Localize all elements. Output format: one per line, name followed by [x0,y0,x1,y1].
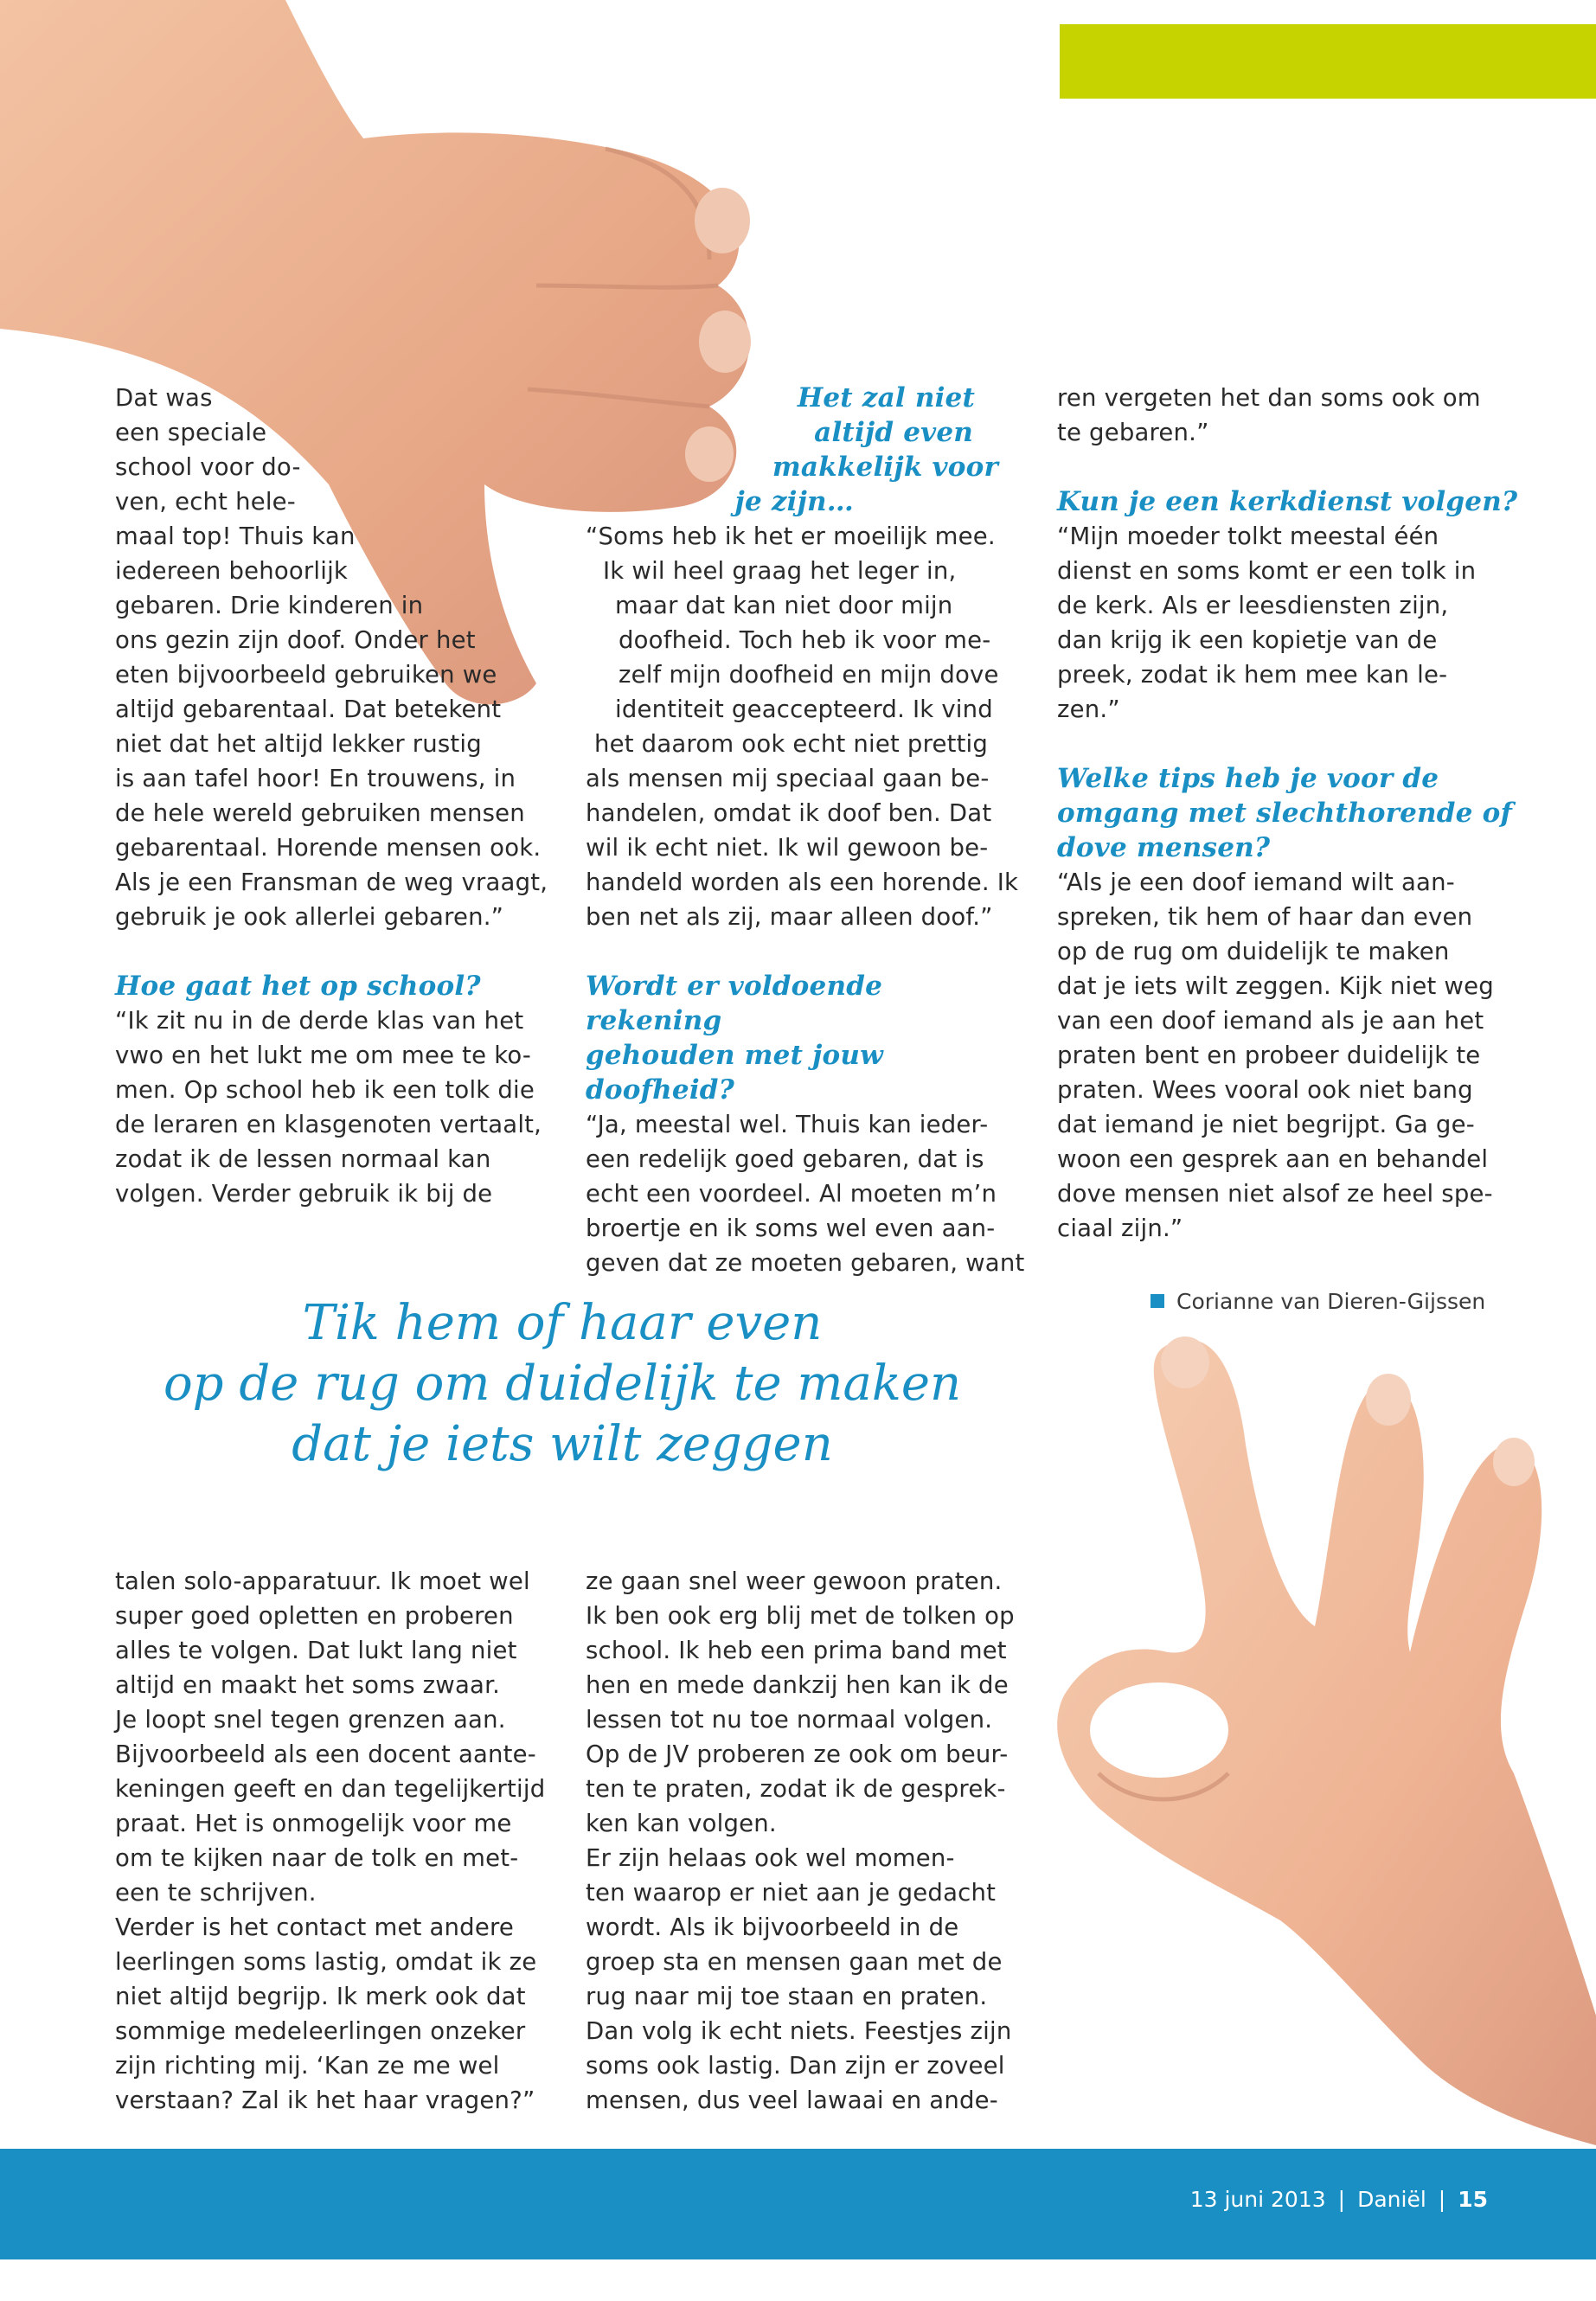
body-line: ze gaan snel weer gewoon praten. [586,1567,1003,1595]
body-line: ten te praten, zodat ik de gesprek- [586,1775,1006,1803]
author-credit [1151,1289,1485,1314]
body-line: lessen tot nu toe normaal volgen. [586,1706,993,1734]
body-line: Dan volg ik echt niets. Feestjes zijn [586,2017,1012,2045]
body-line: broertje en ik soms wel even aan- [586,1215,996,1242]
body-line: identiteit geaccepteerd. Ik vind [615,695,993,723]
body-line: ren vergeten het dan soms ook om [1057,384,1481,412]
body-line: zelf mijn doofheid en mijn dove [619,661,999,689]
body-line: verstaan? Zal ik het haar vragen?” [115,2086,535,2114]
body-line: school. Ik heb een prima band met [586,1637,1007,1664]
footer-info [1190,2187,1488,2212]
body-line: Verder is het contact met andere [115,1913,514,1941]
body-line: dove mensen niet alsof ze heel spe- [1057,1180,1493,1208]
column-2-bottom [586,1564,1015,2118]
body-line: super goed opletten en proberen [115,1602,514,1630]
body-line: doofheid. Toch heb ik voor me- [619,626,991,654]
body-line: eten bijvoorbeeld gebruiken we [115,661,497,689]
body-line: Bijvoorbeeld als een docent aante- [115,1740,536,1768]
pull-quote [130,1293,995,1475]
body-line: is aan tafel hoor! En trouwens, in [115,765,516,792]
body-line: Je loopt snel tegen grenzen aan. [115,1706,506,1734]
question-heading: altijd even [814,417,973,448]
body-line: de leraren en klasgenoten vertaalt, [115,1111,542,1138]
body-line: altijd en maakt het soms zwaar. [115,1671,501,1699]
body-line: ven, echt hele- [115,488,296,516]
accent-bar [1060,24,1596,99]
body-line: soms ook lastig. Dan zijn er zoveel [586,2052,1005,2080]
body-line: spreken, tik hem of haar dan even [1057,903,1473,931]
body-line: te gebaren.” [1057,419,1209,446]
body-line: niet altijd begrijp. Ik merk ook dat [115,1983,526,2010]
page-number: 15 [1458,2187,1488,2212]
body-line: niet dat het altijd lekker rustig [115,730,482,758]
body-line: praat. Het is onmogelijk voor me [115,1810,512,1837]
body-line: “Soms heb ik het er moeilijk mee. [586,522,996,550]
column-2-top [586,381,1025,1280]
body-line: dienst en soms komt er een tolk in [1057,557,1477,585]
body-line: preek, zodat ik hem mee kan le- [1057,661,1448,689]
footer-bar [0,2149,1596,2259]
body-line: “Ik zit nu in de derde klas van het [115,1007,524,1035]
body-line: praten bent en probeer duidelijk te [1057,1042,1481,1069]
body-line: sommige medeleerlingen onzeker [115,2017,526,2045]
body-line: woon een gesprek aan en behandel [1057,1145,1489,1173]
body-line: ciaal zijn.” [1057,1215,1183,1242]
body-line: keningen geeft en dan tegelijkertijd [115,1775,546,1803]
body-line: de kerk. Als er leesdiensten zijn, [1057,592,1449,619]
column-1-top [115,381,548,1211]
body-line: ben net als zij, maar alleen doof.” [586,903,993,931]
body-line: volgen. Verder gebruik ik bij de [115,1180,493,1208]
body-line: zijn richting mij. ‘Kan ze me wel [115,2052,500,2080]
body-line: van een doof iemand als je aan het [1057,1007,1484,1035]
body-line: altijd gebarentaal. Dat betekent [115,695,502,723]
magazine-name: Daniël [1357,2187,1426,2212]
body-line: handeld worden als een horende. Ik [586,868,1019,896]
question-heading: dove mensen? [1057,832,1271,863]
body-line: Dat was [115,384,213,412]
column-3-top [1057,381,1517,1246]
pull-quote-line: op de rug om duidelijk te maken [163,1356,962,1412]
body-line: men. Op school heb ik een tolk die [115,1076,535,1104]
question-heading: je zijn… [734,486,854,517]
ok-sign-hand-image [1029,1324,1596,2145]
body-line: Ik wil heel graag het leger in, [603,557,957,585]
body-line: “Mijn moeder tolkt meestal één [1057,522,1439,550]
body-line: Ik ben ook erg blij met de tolken op [586,1602,1015,1630]
square-bullet-icon [1151,1294,1164,1308]
body-line: op de rug om duidelijk te maken [1057,938,1450,965]
pull-quote-line: dat je iets wilt zeggen [292,1416,833,1472]
body-line: dan krijg ik een kopietje van de [1057,626,1438,654]
issue-date: 13 juni 2013 [1189,2187,1326,2212]
body-line: praten. Wees vooral ook niet bang [1057,1076,1473,1104]
body-line: geven dat ze moeten gebaren, want [586,1249,1025,1277]
question-heading: makkelijk voor [772,452,998,483]
question-heading: Kun je een kerkdienst volgen? [1057,486,1518,517]
body-line: ons gezin zijn doof. Onder het [115,626,476,654]
body-line: Er zijn helaas ook wel momen- [586,1844,955,1872]
body-line: als mensen mij speciaal gaan be- [586,765,990,792]
question-heading: omgang met slechthorende of [1057,798,1512,829]
body-line: Op de JV proberen ze ook om beur- [586,1740,1009,1768]
body-line: school voor do- [115,453,301,481]
question-heading: Wordt er voldoende rekening [586,971,883,1036]
body-line: Als je een Fransman de weg vraagt, [115,868,548,896]
body-line: gebaren. Drie kinderen in [115,592,424,619]
column-1-bottom [115,1564,545,2118]
body-line: het daarom ook echt niet prettig [594,730,989,758]
body-line: leerlingen soms lastig, omdat ik ze [115,1948,537,1976]
body-line: vwo en het lukt me om mee te ko- [115,1042,532,1069]
body-line: wordt. Als ik bijvoorbeeld in de [586,1913,959,1941]
body-line: maar dat kan niet door mijn [615,592,953,619]
body-line: een te schrijven. [115,1879,317,1907]
body-line: handelen, omdat ik doof ben. Dat [586,799,992,827]
question-heading: Het zal niet [797,382,975,413]
body-line: “Ja, meestal wel. Thuis kan ieder- [586,1111,989,1138]
body-line: ken kan volgen. [586,1810,777,1837]
body-line: “Als je een doof iemand wilt aan- [1057,868,1455,896]
question-heading: Welke tips heb je voor de [1057,763,1439,794]
footer-separator: | [1337,2187,1346,2212]
body-line: alles te volgen. Dat lukt lang niet [115,1637,517,1664]
body-line: zen.” [1057,695,1120,723]
question-heading: gehouden met jouw doofheid? [586,1040,884,1106]
body-line: gebruik je ook allerlei gebaren.” [115,903,504,931]
body-line: om te kijken naar de tolk en met- [115,1844,519,1872]
question-heading: Hoe gaat het op school? [115,971,481,1002]
body-line: iedereen behoorlijk [115,557,349,585]
body-line: dat je iets wilt zeggen. Kijk niet weg [1057,972,1494,1000]
body-line: wil ik echt niet. Ik wil gewoon be- [586,834,989,862]
body-line: ten waarop er niet aan je gedacht [586,1879,997,1907]
body-line: echt een voordeel. Al moeten m’n [586,1180,997,1208]
body-line: dat iemand je niet begrijpt. Ga ge- [1057,1111,1475,1138]
pull-quote-line: Tik hem of haar even [302,1295,823,1351]
body-line: talen solo-apparatuur. Ik moet wel [115,1567,530,1595]
body-line: een redelijk goed gebaren, dat is [586,1145,984,1173]
body-line: een speciale [115,419,267,446]
body-line: zodat ik de lessen normaal kan [115,1145,491,1173]
body-line: hen en mede dankzij hen kan ik de [586,1671,1009,1699]
footer-separator: | [1438,2187,1446,2212]
body-line: rug naar mij toe staan en praten. [586,1983,988,2010]
body-line: gebarentaal. Horende mensen ook. [115,834,542,862]
body-line: groep sta en mensen gaan met de [586,1948,1003,1976]
body-line: de hele wereld gebruiken mensen [115,799,525,827]
author-name: Corianne van Dieren-Gijssen [1176,1289,1486,1314]
body-line: mensen, dus veel lawaai en ande- [586,2086,998,2114]
body-line: maal top! Thuis kan [115,522,356,550]
